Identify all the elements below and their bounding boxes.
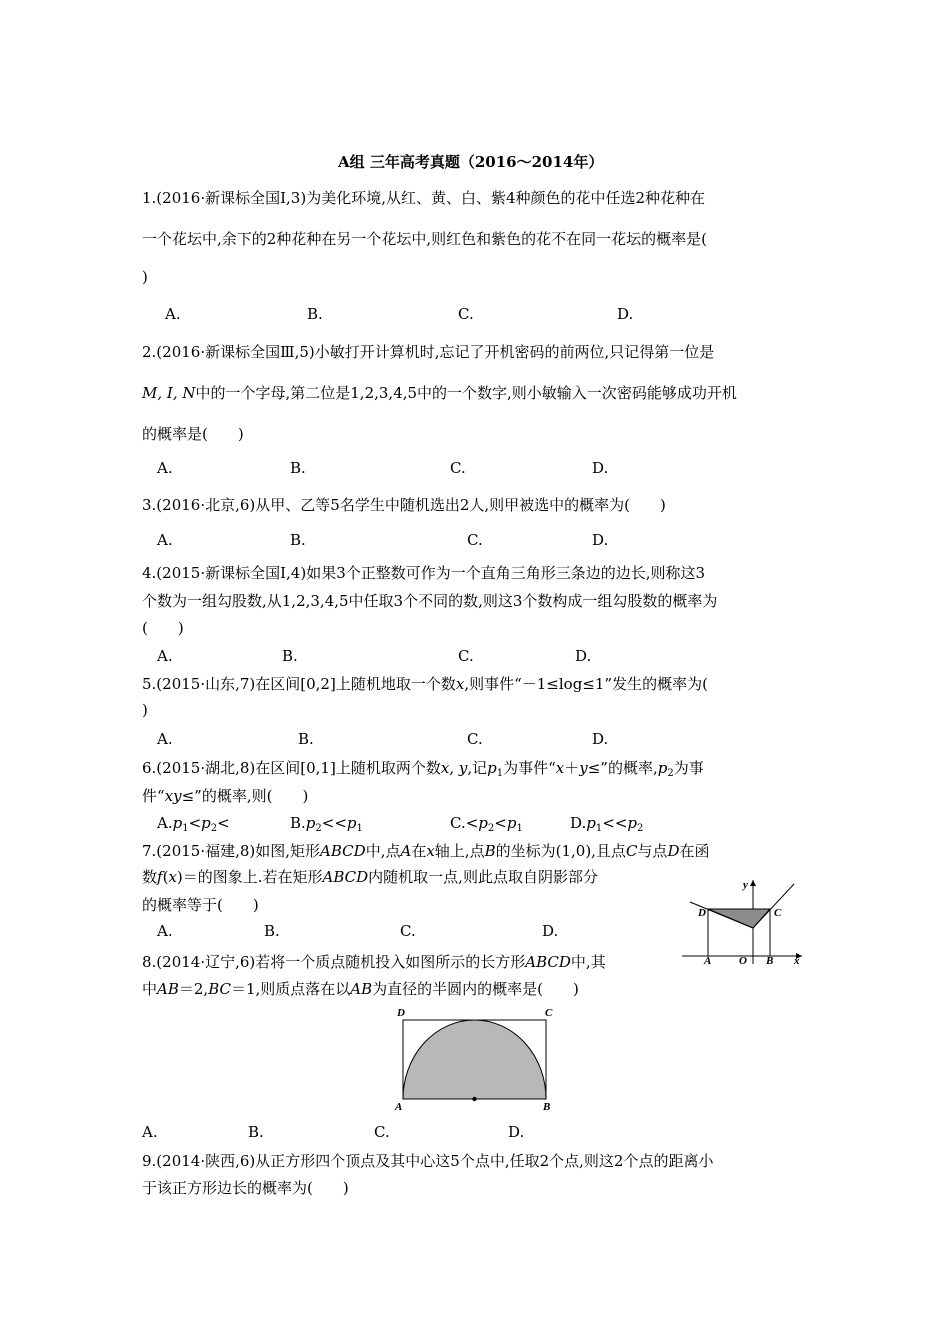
q6-opt-b-sub2: 2 [315, 823, 322, 834]
q6-line2 [142, 785, 308, 806]
q7-point-c: C [625, 842, 638, 860]
q8-text-b: 中,其 [570, 953, 606, 971]
q6-opt-d-sub1: 1 [595, 823, 603, 834]
q6-opt-d-p2: p [627, 814, 637, 832]
q8-label-a: A [395, 1101, 403, 1113]
q8-label-c: C [545, 1007, 553, 1019]
q2-option-b: B. [290, 459, 306, 477]
q1-line1: 1.(2016·新课标全国Ⅰ,3)为美化环境,从红、黄、白、紫4种颜色的花中任选2种花种在 [142, 189, 706, 207]
q7-label-a: A [704, 955, 712, 966]
q6-opt-a-p2: p [201, 814, 211, 832]
q8-abcd: ABCD [525, 953, 571, 971]
q6-opt-b-lt: << [321, 814, 347, 832]
q6-vars: x, y [440, 759, 468, 777]
q7-text-j: )＝的图象上.若在矩形 [176, 868, 323, 886]
q9-line1: 9.(2014·陕西,6)从正方形四个顶点及其中心这5个点中,任取2个点,则这2个点的距离小 [142, 1152, 714, 1170]
q6-option-d [570, 814, 643, 834]
q1-option-a: A. [165, 305, 181, 323]
q5-line2: ) [142, 701, 148, 719]
q7-figure [680, 874, 810, 966]
q8-figure [390, 1005, 560, 1117]
q1-line2: 一个花坛中,余下的2种花种在另一个花坛中,则红色和紫色的花不在同一花坛的概率是( [142, 230, 707, 248]
q5-line1 [142, 673, 708, 694]
q6-text-f: 为事 [673, 759, 704, 777]
q6-event1-x: x [555, 759, 565, 777]
q5-option-a: A. [157, 730, 173, 748]
q3-option-c: C. [467, 531, 483, 549]
q7-text-c: 在 [411, 842, 427, 860]
q6-opt-b-p2: p [305, 814, 316, 832]
q3-line1: 3.(2016·北京,6)从甲、乙等5名学生中随机选出2人,则甲被选中的概率为( ) [142, 496, 666, 514]
q2-line1: 2.(2016·新课标全国Ⅲ,5)小敏打开计算机时,忘记了开机密码的前两位,只记得第一位是 [142, 343, 715, 361]
q6-text-g: 件“ [142, 787, 165, 805]
q7-text-e: 的坐标为(1,0),且点 [495, 842, 626, 860]
q5-var-x: x [455, 675, 465, 693]
q6-text-a: 6.(2015·湖北,8)在区间[0,1]上随机取两个数 [142, 759, 441, 777]
q7-option-d: D. [542, 922, 559, 940]
q9-line2: 于该正方形边长的概率为( ) [142, 1179, 349, 1197]
q7-label-d: D [698, 907, 706, 919]
q1-option-b: B. [307, 305, 323, 323]
q4-line1: 4.(2015·新课标全国Ⅰ,4)如果3个正整数可作为一个直角三角形三条边的边长,则称这3 [142, 564, 706, 582]
q5-text-a: 5.(2015·山东,7)在区间[0,2]上随机地取一个数 [142, 675, 456, 693]
q7-line1 [142, 840, 709, 861]
q7-point-d: D [667, 842, 680, 860]
q6-p2: p [657, 759, 668, 777]
q6-opt-a-sub2: 2 [210, 823, 218, 834]
q6-opt-d-label: D. [570, 814, 587, 832]
q7-text-d: 轴上,点 [434, 842, 485, 860]
q6-text-e: ≤”的概率, [587, 759, 658, 777]
q3-option-d: D. [592, 531, 609, 549]
section-title: A组 三年高考真题（2016～2014年） [338, 153, 604, 171]
q2-line2 [142, 382, 737, 403]
q7-y-arrow-icon [750, 880, 756, 886]
q5-text-b: ,则事件“－1≤log≤1”发生的概率为( [464, 675, 708, 693]
q8-option-c: C. [374, 1123, 390, 1141]
q6-opt-c-p1: p [506, 814, 517, 832]
q2-option-a: A. [157, 459, 173, 477]
q2-line3: 的概率是( ) [142, 425, 244, 443]
q6-p1: p [487, 759, 497, 777]
q8-bc: BC [208, 980, 231, 998]
q4-line3: ( ) [142, 619, 184, 637]
q4-option-d: D. [575, 647, 592, 665]
q6-option-a: $A.p_1<p_2<$ [157, 814, 230, 834]
q6-opt-b-p1: p [346, 814, 357, 832]
q6-event1-y: y [579, 759, 588, 777]
q6-opt-c-label: C.< [450, 814, 479, 832]
q7-text-a: 7.(2015·福建,8)如图,矩形 [142, 842, 321, 860]
q1-line3: ) [142, 268, 148, 286]
q8-option-b: B. [248, 1123, 264, 1141]
q8-line2 [142, 978, 579, 999]
q6-opt-a-label: A. [157, 814, 173, 832]
q7-option-c: C. [400, 922, 416, 940]
q6-opt-d-sub2: 2 [637, 823, 644, 834]
q3-option-a: A. [157, 531, 173, 549]
q7-label-b: B [766, 955, 774, 966]
q5-option-b: B. [298, 730, 314, 748]
q7-text-k: 内随机取一点,则此点取自阴影部分 [368, 868, 598, 886]
q6-opt-a-sub1: 1 [182, 823, 189, 834]
q6-opt-d-lt: << [602, 814, 628, 832]
q6-opt-c-sub1: 1 [516, 823, 523, 834]
q7-text-i: ( [162, 868, 169, 886]
q7-text-g: 在函 [679, 842, 710, 860]
q8-option-d: D. [508, 1123, 525, 1141]
q7-point-b: B [484, 842, 496, 860]
q8-semicircle [403, 1020, 546, 1099]
q8-ab: AB [157, 980, 179, 998]
q5-option-c: C. [467, 730, 483, 748]
q6-text-b: ,记 [467, 759, 488, 777]
q6-opt-b-label: B. [290, 814, 306, 832]
q6-text-c: 为事件“ [503, 759, 556, 777]
q7-label-c: C [774, 907, 782, 919]
q6-opt-c-lt: < [494, 814, 507, 832]
q4-line2: 个数为一组勾股数,从1,2,3,4,5中任取3个不同的数,则这3个数构成一组勾股数的概率为 [142, 592, 718, 610]
q7-option-a: A. [157, 922, 173, 940]
q6-text-d: ＋ [564, 759, 580, 777]
q1-option-d: D. [617, 305, 634, 323]
q7-shaded-region [708, 909, 770, 928]
q6-opt-d-p1: p [586, 814, 596, 832]
q4-option-a: A. [157, 647, 173, 665]
q8-text-c: 中 [142, 980, 158, 998]
q7-label-y: y [743, 879, 748, 891]
q6-opt-a-lt: < [188, 814, 202, 832]
q7-line2 [142, 866, 598, 887]
q4-option-c: C. [458, 647, 474, 665]
q7-line3: 的概率等于( ) [142, 896, 259, 914]
q7-x-arg: x [168, 868, 177, 886]
q8-text-e: ＝1,则质点落在以 [230, 980, 351, 998]
q7-text-h: 数 [142, 868, 158, 886]
q7-label-o: O [739, 955, 747, 966]
q6-option-c [450, 814, 523, 834]
q8-ab-2: AB [350, 980, 373, 998]
q6-line1 [142, 757, 704, 779]
q8-option-a: A. [142, 1123, 158, 1141]
q6-p1-sub: 1 [496, 768, 504, 779]
q2-vars: M, I, N [142, 384, 196, 402]
q6-text-h: ≤”的概率,则( ) [181, 787, 309, 805]
q7-x: x [426, 842, 435, 860]
q8-text-d: ＝2, [178, 980, 209, 998]
q6-opt-b-sub1: 1 [356, 823, 363, 834]
q6-opt-c-sub2: 2 [487, 823, 495, 834]
q6-opt-a-p1: p [172, 814, 183, 832]
q1-option-c: C. [458, 305, 474, 323]
q8-text-a: 8.(2014·辽宁,6)若将一个质点随机投入如图所示的长方形 [142, 953, 526, 971]
q2-option-d: D. [592, 459, 609, 477]
q7-f: f [157, 868, 163, 886]
q8-text-f: 为直径的半圆内的概率是( ) [372, 980, 579, 998]
q7-text-f: 与点 [637, 842, 668, 860]
q6-event2-xy: xy [164, 787, 182, 805]
q8-label-b: B [543, 1101, 551, 1113]
q2-option-c: C. [450, 459, 466, 477]
q6-option-b [290, 814, 363, 834]
q7-option-b: B. [264, 922, 280, 940]
q7-point-a: A [400, 842, 412, 860]
q2-line2-rest: 中的一个字母,第二位是1,2,3,4,5中的一个数字,则小敏输入一次密码能够成功开机 [195, 384, 737, 402]
q8-line1 [142, 951, 606, 972]
q7-abcd-2: ABCD [322, 868, 369, 886]
q7-text-b: 中,点 [365, 842, 401, 860]
q8-label-d: D [397, 1007, 405, 1019]
q4-option-b: B. [282, 647, 298, 665]
q5-option-d: D. [592, 730, 609, 748]
q8-center-dot [472, 1097, 476, 1101]
q3-option-b: B. [290, 531, 306, 549]
q7-abcd: ABCD [320, 842, 366, 860]
q7-curve-right [753, 884, 794, 928]
q7-label-x: x [794, 955, 800, 966]
q6-opt-c-p2: p [478, 814, 488, 832]
q6-p2-sub: 2 [667, 768, 674, 779]
